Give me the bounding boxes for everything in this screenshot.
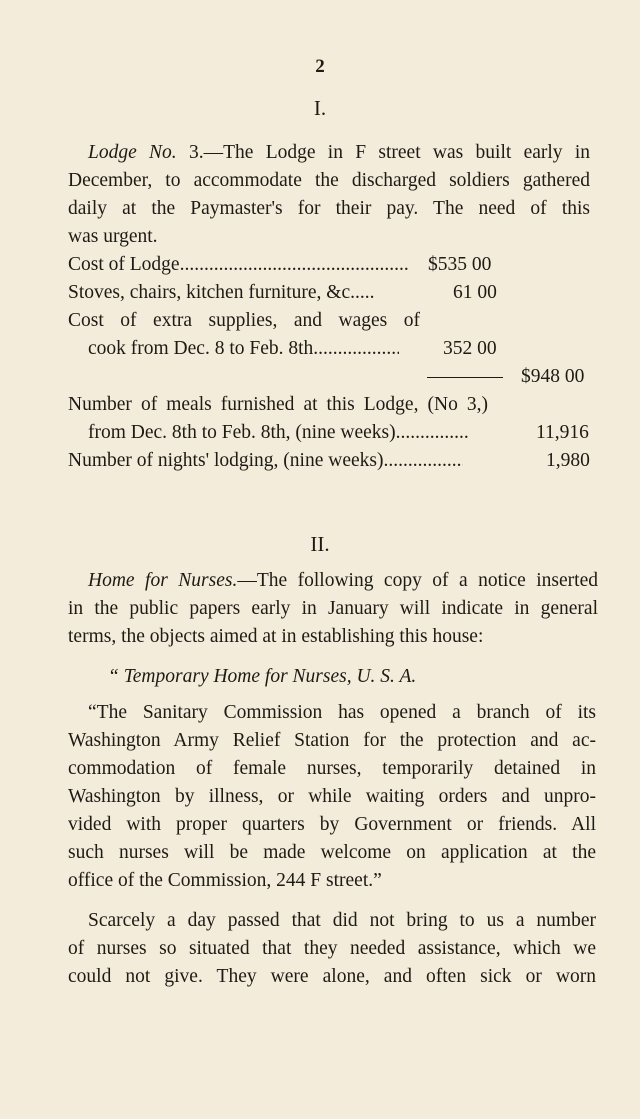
meals-value: 11,916 — [536, 422, 589, 443]
lodge-number: 3. — [176, 142, 204, 163]
notice-line: office of the Commission, 244 F street.” — [68, 870, 382, 891]
paragraph-line: of nurses so situated that they needed assistance, which we — [68, 938, 596, 959]
paragraph-line: terms, the objects aimed at in establishing this house: — [68, 626, 484, 647]
cost-row-lodge — [68, 252, 408, 278]
paragraph-line: Scarcely a day passed that did not bring to us a number — [88, 910, 596, 931]
lead-text: —The following copy of a notice inserted — [237, 570, 598, 591]
notice-line: Washington Army Relief Station for the protection and ac- — [68, 730, 596, 751]
notice-line: “The Sanitary Commission has opened a branch of its — [88, 702, 596, 723]
cost-value: 352 00 — [443, 338, 497, 359]
cost-value: $535 00 — [428, 254, 492, 275]
nights-value: 1,980 — [546, 450, 590, 471]
section1-lead-line — [88, 140, 590, 166]
notice-line: Washington by illness, or while waiting orders and unpro- — [68, 786, 596, 807]
section-heading-1: I. — [313, 96, 327, 120]
paragraph-line: December, to accommodate the discharged soldiers gathered — [68, 170, 590, 191]
notice-line: commodation of female nurses, temporarily detained in — [68, 758, 596, 779]
cost-row-extra-cont — [88, 336, 399, 362]
cost-row-extra: Cost of extra supplies, and wages of — [68, 310, 420, 331]
section-heading-2: II. — [310, 532, 330, 556]
meals-line: Number of meals furnished at this Lodge, (No 3,) — [68, 394, 488, 415]
notice-line: vided with proper quarters by Government or friends. All — [68, 814, 596, 835]
paragraph-line: was urgent. — [68, 226, 158, 247]
meals-label: from Dec. 8th to Feb. 8th, (nine weeks) — [88, 422, 396, 443]
paragraph-line: in the public papers early in January will indicate in general — [68, 598, 598, 619]
cost-value: 61 00 — [453, 282, 497, 303]
sum-rule — [427, 377, 503, 378]
lodge-heading: Lodge No. — [88, 142, 177, 163]
section2-lead-line — [88, 568, 598, 594]
paragraph-line: could not give. They were alone, and often sick or worn — [68, 966, 596, 987]
meals-line-cont — [88, 420, 468, 446]
total-value: $948 00 — [521, 366, 585, 387]
nights-label: Number of nights' lodging, (nine weeks) — [68, 450, 384, 471]
notice-line: such nurses will be made welcome on application at the — [68, 842, 596, 863]
cost-row-stoves: Stoves, chairs, kitchen furniture, &c..... — [68, 282, 375, 303]
cost-label: Cost of Lodge — [68, 254, 180, 275]
page-number: 2 — [315, 56, 325, 77]
cost-label: cook from Dec. 8 to Feb. 8th — [88, 338, 314, 359]
notice-title: “ Temporary Home for Nurses, U. S. A. — [108, 666, 417, 687]
nights-line — [68, 448, 463, 474]
home-heading: Home for Nurses. — [88, 570, 238, 591]
lead-text: —The Lodge in F street was built early in — [203, 142, 590, 163]
paragraph-line: daily at the Paymaster's for their pay. The need of this — [68, 198, 590, 219]
